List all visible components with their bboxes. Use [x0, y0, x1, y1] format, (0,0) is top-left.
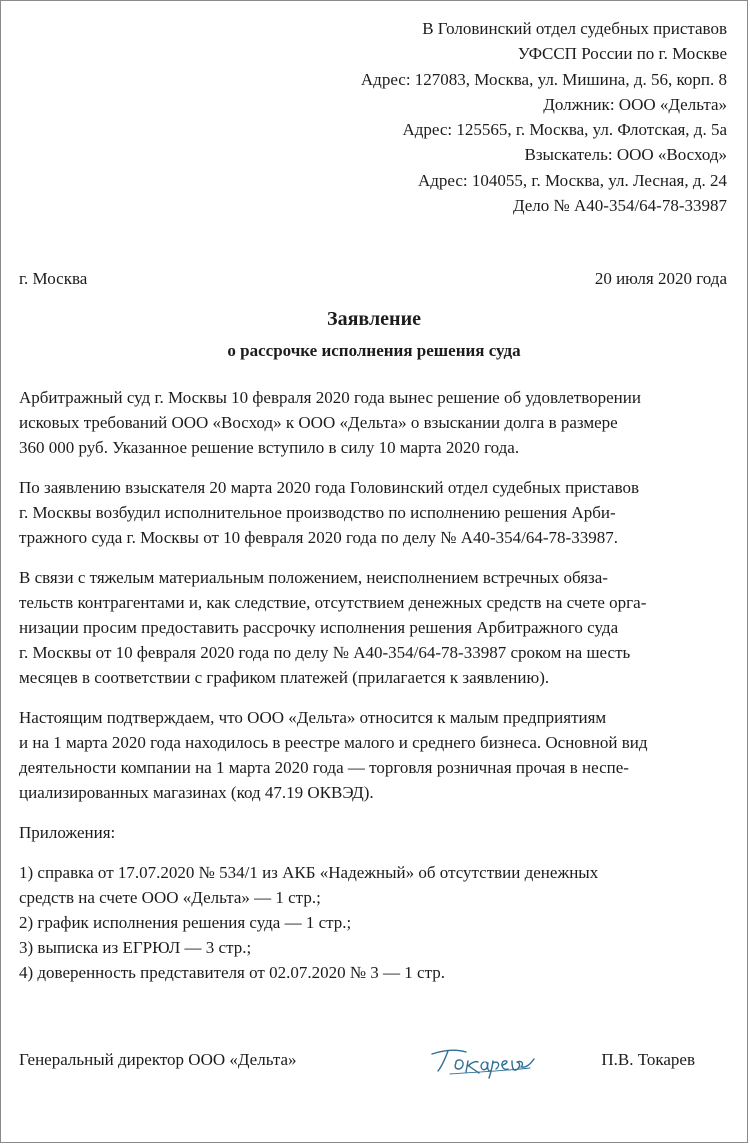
attachment-item: 4) доверенность представителя от 02.07.2020 № 3 — 1 стр.: [19, 963, 445, 982]
paragraph-line: В связи с тяжелым материальным положением, неисполнением встречных обяза-: [19, 568, 608, 587]
paragraph: [19, 385, 731, 460]
document-date: 20 июля 2020 года: [594, 269, 727, 288]
paragraph-line: месяцев в соответствии с графиком платежей (прилагается к заявлению).: [19, 668, 550, 687]
document-body: [19, 385, 731, 985]
addressee-line: Адрес: 125565, г. Москва, ул. Флотская, д. 5а: [402, 120, 727, 140]
paragraph-line: деятельности компании на 1 марта 2020 года — торговля розничная прочая в неспе-: [19, 758, 629, 777]
addressee-line: Должник: ООО «Дельта»: [543, 94, 727, 114]
document-subtitle: о рассрочке исполнения решения суда: [227, 341, 521, 360]
paragraph-line: тельств контрагентами и, как следствие, отсутствием денежных средств на счете орга-: [19, 593, 647, 612]
addressee-line: Адрес: 127083, Москва, ул. Мишина, д. 56, корп. 8: [360, 69, 727, 89]
paragraph-line: и на 1 марта 2020 года находилось в реестре малого и среднего бизнеса. Основной вид: [19, 733, 648, 752]
addressee-line: Дело № А40-354/64-78-33987: [512, 196, 727, 216]
handwritten-signature: [426, 1041, 541, 1079]
paragraph-line: 360 000 руб. Указанное решение вступило в силу 10 марта 2020 года.: [19, 438, 520, 457]
paragraph: [19, 705, 731, 805]
paragraph-line: Настоящим подтверждаем, что ООО «Дельта» относится к малым предприятиям: [19, 708, 607, 727]
paragraph-line: циализированных магазинах (код 47.19 ОКВЭД).: [19, 783, 374, 802]
paragraph-line: г. Москвы возбудил исполнительное производство по исполнению решения Арби-: [19, 503, 616, 522]
signature-row: [19, 1047, 695, 1077]
signer-title: Генеральный директор ООО «Дельта»: [19, 1050, 297, 1069]
attachment-item: средств на счете ООО «Дельта» — 1 стр.;: [19, 888, 321, 907]
attachments-title: Приложения:: [19, 823, 116, 842]
attachment-item: 2) график исполнения решения суда — 1 стр.;: [19, 913, 352, 932]
attachment-item: 1) справка от 17.07.2020 № 534/1 из АКБ «Надежный» об отсутствии денежных: [19, 863, 599, 882]
attachment-item: 3) выписка из ЕГРЮЛ — 3 стр.;: [19, 938, 252, 957]
addressee-block: [361, 16, 727, 218]
signer-name: П.В. Токарев: [601, 1050, 695, 1069]
paragraph: [19, 475, 731, 550]
paragraph-line: г. Москвы от 10 февраля 2020 года по делу № А40-354/64-78-33987 сроком на шесть: [19, 643, 631, 662]
document-place: г. Москва: [19, 269, 88, 288]
paragraph-line: тражного суда г. Москвы от 10 февраля 2020 года по делу № А40-354/64-78-33987.: [19, 528, 618, 547]
paragraph-line: Арбитражный суд г. Москвы 10 февраля 2020 года вынес решение об удовлетворении: [19, 388, 641, 407]
addressee-line: В Головинский отдел судебных приставов: [422, 19, 727, 38]
paragraph-line: исковых требований ООО «Восход» к ООО «Дельта» о взыскании долга в размере: [19, 413, 618, 432]
paragraph: [19, 565, 731, 690]
paragraph-line: По заявлению взыскателя 20 марта 2020 года Головинский отдел судебных приставов: [19, 478, 640, 497]
addressee-line: Адрес: 104055, г. Москва, ул. Лесная, д. 24: [417, 170, 727, 190]
paragraph-line: низации просим предоставить рассрочку исполнения решения Арбитражного суда: [19, 618, 619, 637]
signature-stroke: [432, 1050, 534, 1078]
attachments-list: [19, 860, 731, 985]
addressee-line: Взыскатель: ООО «Восход»: [524, 145, 727, 165]
document-title: Заявление: [327, 308, 421, 330]
addressee-line: УФССП России по г. Москве: [517, 44, 727, 64]
